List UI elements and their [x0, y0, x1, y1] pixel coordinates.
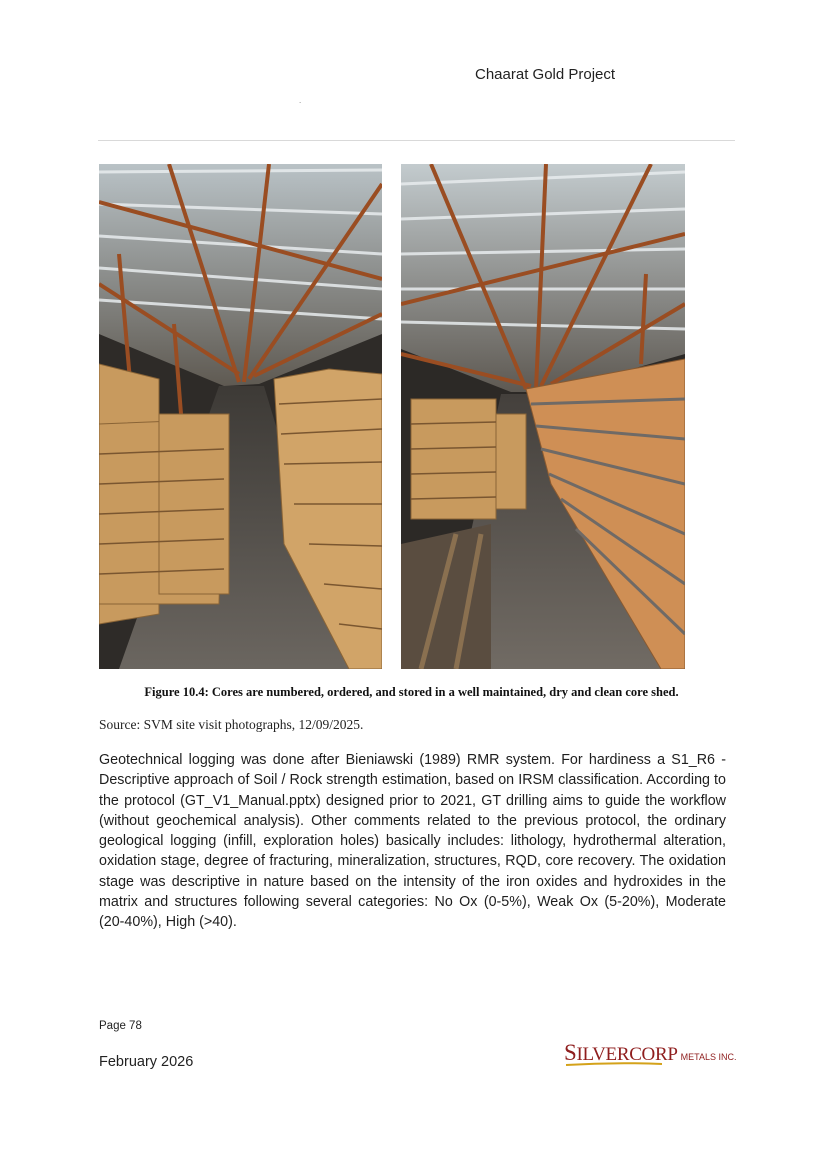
- logo-initial: S: [564, 1040, 577, 1065]
- footer-date: February 2026: [99, 1054, 194, 1070]
- core-shed-photo-right: [401, 164, 685, 669]
- logo-swoosh-icon: [566, 1062, 662, 1066]
- silvercorp-logo: [564, 1040, 736, 1068]
- logo-name-rest: ILVERCORP: [576, 1044, 678, 1065]
- body-paragraph: Geotechnical logging was done after Bieniawski (1989) RMR system. For hardiness a S1_R6 - Descriptive approach of Soil / Rock strength estimation, based on IRSM classification. According to the protocol (GT_V1_Manual.pptx) designed prior to 2021, GT drilling aims to guide the workflow (without geochemical analysis). Other comments related to the previous protocol, the ordinary geological logging (infill, exploration holes) basically includes: lithology, hydrothermal alteration, oxidation stage, degree of fracturing, mineralization, structures, RQD, core recovery. The oxidation stage was descriptive in nature based on the intensity of the iron oxides and hydroxides in the matrix and structures following several categories: No Ox (0-5%), Weak Ox (5-20%), Moderate (20-40%), High (>40).: [99, 752, 726, 931]
- core-shed-photo-left: [99, 164, 382, 669]
- page-number: Page 78: [99, 1020, 142, 1032]
- header-mark: .: [299, 96, 302, 105]
- figure-source: Source: SVM site visit photographs, 12/09/2025.: [99, 717, 364, 732]
- header-title: Chaarat Gold Project: [475, 66, 616, 83]
- logo-subtitle: METALS INC.: [680, 1052, 737, 1062]
- header-divider: [98, 140, 735, 141]
- figure-caption: Figure 10.4: Cores are numbered, ordered, and stored in a well maintained, dry and clean core shed.: [144, 685, 679, 699]
